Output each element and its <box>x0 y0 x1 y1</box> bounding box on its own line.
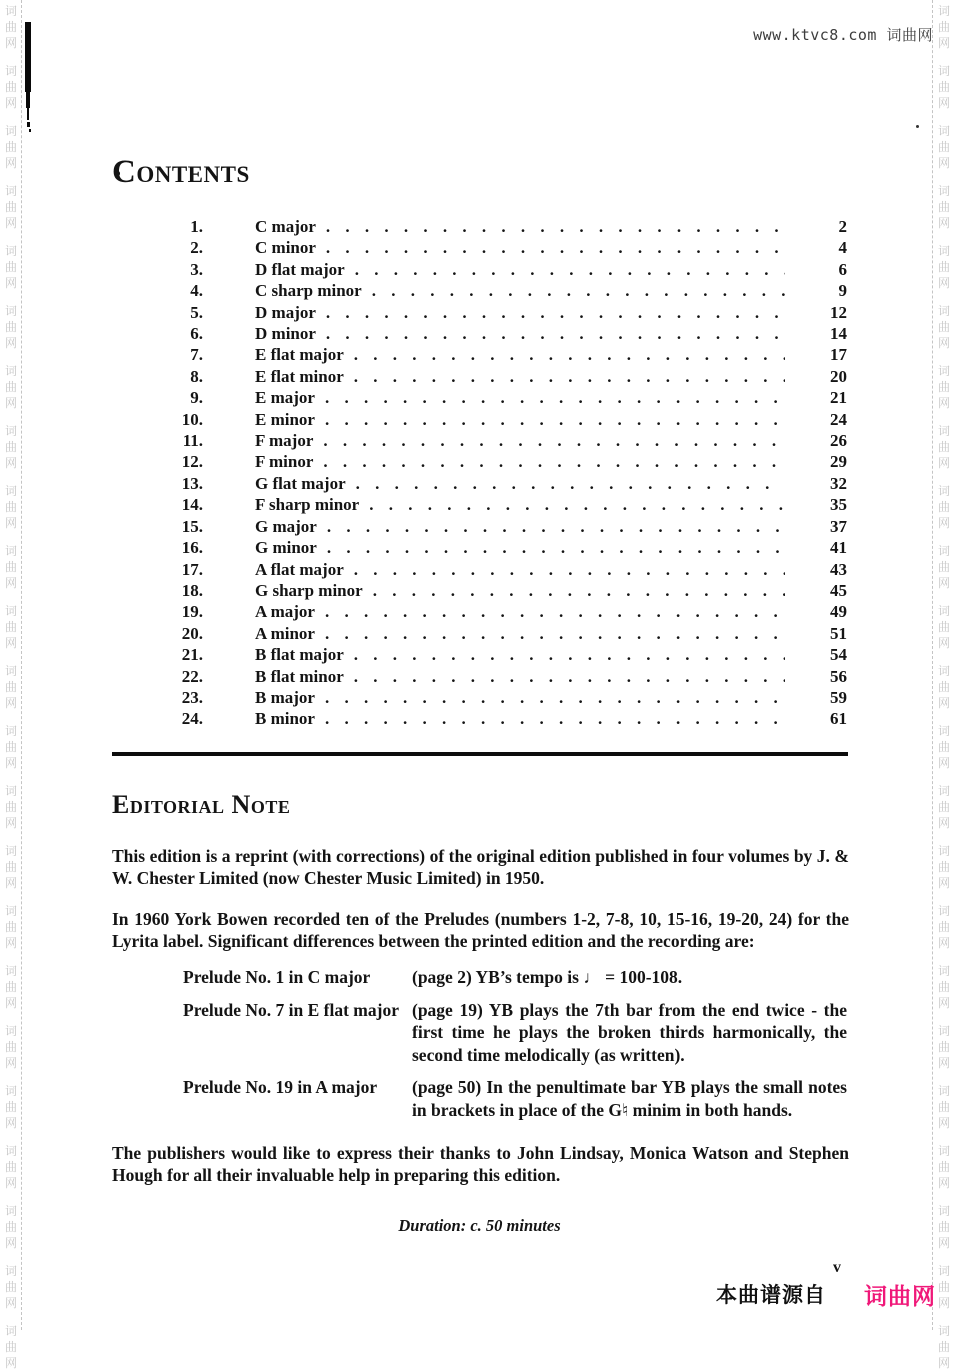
scan-speck <box>27 122 30 127</box>
toc-row <box>112 430 847 451</box>
watermark-char: 网 <box>937 816 950 830</box>
toc-entry-key: D minor <box>255 324 316 344</box>
watermark-char: 网 <box>937 276 950 290</box>
toc-entry-key: C minor <box>255 238 316 258</box>
watermark-char: 曲 <box>937 1100 950 1114</box>
left-dashed-watermark-line <box>21 0 22 1330</box>
toc-entry-key: E flat minor <box>255 366 344 386</box>
watermark-char: 曲 <box>937 680 950 694</box>
toc-entry-page: 43 <box>830 559 847 579</box>
watermark-char: 词 <box>937 64 950 78</box>
watermark-char: 曲 <box>4 260 17 274</box>
toc-entry-key: B minor <box>255 709 315 729</box>
toc-entry-page: 45 <box>830 580 847 600</box>
toc-entry-page: 26 <box>830 431 847 451</box>
watermark-char: 网 <box>937 396 950 410</box>
watermark-char: 词 <box>4 64 17 78</box>
toc-row <box>112 537 847 558</box>
toc-entry-key: A minor <box>255 623 315 643</box>
toc-entry-key: G sharp minor <box>255 580 363 600</box>
toc-entry-number: 11. <box>182 431 203 451</box>
watermark-char: 曲 <box>937 200 950 214</box>
watermark-char: 网 <box>937 996 950 1010</box>
toc-entry-key: G flat major <box>255 473 346 493</box>
watermark-char: 网 <box>937 1296 950 1310</box>
toc-entry-key: A flat major <box>255 559 344 579</box>
watermark-char: 曲 <box>937 380 950 394</box>
toc-entry-number: 3. <box>190 259 203 279</box>
toc-dot-leader <box>372 280 785 301</box>
watermark-char: 词 <box>937 1024 950 1038</box>
toc-row <box>112 237 847 258</box>
watermark-char: 词 <box>937 844 950 858</box>
scan-edge-mark <box>27 106 29 120</box>
contents-heading: Contents <box>112 154 250 190</box>
toc-entry-page: 49 <box>830 602 847 622</box>
watermark-char: 曲 <box>4 1280 17 1294</box>
toc-entry-page: 14 <box>830 324 847 344</box>
toc-entry-number: 10. <box>181 409 203 429</box>
watermark-char: 词 <box>937 604 950 618</box>
toc-entry-number: 22. <box>181 666 203 686</box>
watermark-char: 词 <box>4 424 17 438</box>
watermark-char: 网 <box>4 516 17 530</box>
toc-entry-page: 54 <box>830 645 847 665</box>
watermark-char: 曲 <box>937 860 950 874</box>
toc-row <box>112 473 847 494</box>
toc-entry-key: F major <box>255 431 314 451</box>
watermark-char: 曲 <box>4 440 17 454</box>
toc-entry-key: C sharp minor <box>255 281 362 301</box>
bottom-source-watermark: 本曲谱源自 <box>716 1283 826 1307</box>
watermark-char: 网 <box>4 456 17 470</box>
watermark-char: 词 <box>4 1204 17 1218</box>
toc-dot-leader <box>325 623 785 644</box>
website-watermark: www.ktvc8.com 词曲网 <box>753 26 933 44</box>
toc-entry-number: 19. <box>181 602 203 622</box>
watermark-char: 词 <box>4 4 17 18</box>
toc-row <box>112 216 847 237</box>
acknowledgements-paragraph: The publishers would like to express their thanks to John Lindsay, Monica Watson and Stephen Hough for all their invaluable help in preparing this edition. <box>112 1143 849 1185</box>
watermark-char: 曲 <box>4 200 17 214</box>
section-divider-rule <box>112 752 848 756</box>
watermark-char: 网 <box>4 696 17 710</box>
watermark-char: 网 <box>937 336 950 350</box>
watermark-char: 词 <box>937 964 950 978</box>
toc-entry-number: 2. <box>190 238 203 258</box>
watermark-char: 词 <box>937 1204 950 1218</box>
toc-dot-leader <box>323 451 785 472</box>
toc-entry-number: 1. <box>190 217 203 236</box>
prelude-note-row <box>112 999 849 1067</box>
toc-entry-number: 9. <box>190 388 203 408</box>
toc-entry-number: 7. <box>190 345 203 365</box>
prelude-description: (page 19) YB plays the 7th bar from the end twice - the first time he plays the broken thirds harmonically, the second time melodically (as written). <box>412 999 847 1065</box>
watermark-char: 网 <box>4 1056 17 1070</box>
toc-entry-page: 6 <box>838 259 847 279</box>
contents-list <box>112 216 847 730</box>
watermark-char: 曲 <box>937 260 950 274</box>
watermark-char: 曲 <box>4 560 17 574</box>
watermark-char: 曲 <box>4 1340 17 1354</box>
toc-row <box>112 516 847 537</box>
watermark-char: 网 <box>937 576 950 590</box>
toc-entry-page: 4 <box>838 238 847 258</box>
toc-entry-key: E flat major <box>255 345 344 365</box>
watermark-char: 网 <box>937 1356 950 1370</box>
toc-dot-leader <box>323 430 785 451</box>
watermark-char: 曲 <box>4 380 17 394</box>
watermark-char: 词 <box>937 544 950 558</box>
watermark-char: 曲 <box>4 800 17 814</box>
watermark-char: 曲 <box>4 920 17 934</box>
toc-row <box>112 559 847 580</box>
watermark-char: 曲 <box>4 1220 17 1234</box>
watermark-char: 网 <box>937 1176 950 1190</box>
watermark-char: 曲 <box>4 740 17 754</box>
toc-entry-page: 59 <box>830 687 847 707</box>
left-watermark-column <box>1 3 21 1371</box>
toc-entry-key: B flat minor <box>255 666 344 686</box>
toc-row <box>112 302 847 323</box>
prelude-description: (page 2) YB’s tempo is ♩ = 100-108. <box>412 967 683 987</box>
toc-entry-page: 41 <box>830 538 847 558</box>
watermark-char: 词 <box>4 664 17 678</box>
toc-entry-page: 21 <box>830 388 847 408</box>
watermark-char: 曲 <box>4 620 17 634</box>
prelude-notes-table <box>112 966 849 1121</box>
watermark-char: 词 <box>937 724 950 738</box>
toc-entry-number: 21. <box>181 645 203 665</box>
toc-row <box>112 687 847 708</box>
watermark-char: 网 <box>4 876 17 890</box>
watermark-char: 网 <box>4 1356 17 1370</box>
toc-dot-leader <box>325 687 785 708</box>
watermark-char: 词 <box>937 664 950 678</box>
watermark-char: 曲 <box>937 1340 950 1354</box>
prelude-name: Prelude No. 1 in C major <box>183 967 371 987</box>
toc-entry-page: 32 <box>830 473 847 493</box>
toc-entry-number: 15. <box>181 516 203 536</box>
watermark-char: 网 <box>4 996 17 1010</box>
bottom-brand-watermark: 词曲网 <box>864 1284 936 1310</box>
watermark-char: 曲 <box>4 680 17 694</box>
toc-row <box>112 366 847 387</box>
toc-entry-number: 16. <box>181 538 203 558</box>
watermark-char: 词 <box>4 484 17 498</box>
toc-entry-number: 13. <box>181 473 203 493</box>
toc-dot-leader <box>326 323 785 344</box>
toc-dot-leader <box>354 666 785 687</box>
toc-entry-key: B flat major <box>255 645 344 665</box>
toc-entry-page: 12 <box>830 302 847 322</box>
watermark-char: 曲 <box>4 860 17 874</box>
watermark-char: 词 <box>4 1324 17 1338</box>
watermark-char: 词 <box>937 364 950 378</box>
watermark-char: 词 <box>4 904 17 918</box>
toc-dot-leader <box>325 708 785 729</box>
toc-row <box>112 323 847 344</box>
editorial-note-heading: Editorial Note <box>112 790 291 819</box>
toc-row <box>112 623 847 644</box>
toc-entry-key: G minor <box>255 538 317 558</box>
watermark-char: 网 <box>937 696 950 710</box>
watermark-char: 词 <box>937 184 950 198</box>
watermark-char: 网 <box>937 636 950 650</box>
toc-entry-key: A major <box>255 602 315 622</box>
toc-entry-key: G major <box>255 516 317 536</box>
watermark-char: 词 <box>937 1144 950 1158</box>
watermark-char: 词 <box>4 1024 17 1038</box>
toc-entry-page: 24 <box>830 409 847 429</box>
toc-entry-number: 4. <box>190 281 203 301</box>
toc-row <box>112 644 847 665</box>
toc-entry-page: 35 <box>830 495 847 515</box>
watermark-char: 曲 <box>937 20 950 34</box>
watermark-char: 网 <box>937 1116 950 1130</box>
page-number: v <box>833 1259 841 1276</box>
watermark-char: 曲 <box>4 500 17 514</box>
watermark-char: 词 <box>4 304 17 318</box>
watermark-char: 网 <box>4 1116 17 1130</box>
toc-row <box>112 387 847 408</box>
watermark-char: 网 <box>937 876 950 890</box>
watermark-char: 网 <box>4 396 17 410</box>
watermark-char: 词 <box>937 904 950 918</box>
toc-entry-number: 20. <box>181 623 203 643</box>
prelude-name: Prelude No. 19 in A major <box>183 1077 378 1097</box>
toc-entry-number: 8. <box>190 366 203 386</box>
watermark-char: 曲 <box>937 920 950 934</box>
toc-row <box>112 708 847 729</box>
watermark-char: 曲 <box>4 20 17 34</box>
toc-row <box>112 280 847 301</box>
watermark-char: 网 <box>937 456 950 470</box>
toc-entry-key: F minor <box>255 452 314 472</box>
watermark-char: 网 <box>4 156 17 170</box>
watermark-char: 词 <box>4 964 17 978</box>
toc-dot-leader <box>354 344 785 365</box>
toc-dot-leader <box>356 473 785 494</box>
toc-entry-key: D flat major <box>255 259 345 279</box>
right-dashed-watermark-line <box>932 0 933 1330</box>
toc-entry-page: 9 <box>838 281 847 301</box>
prelude-name: Prelude No. 7 in E flat major <box>183 999 399 1020</box>
toc-entry-number: 18. <box>181 580 203 600</box>
watermark-char: 词 <box>937 124 950 138</box>
watermark-char: 曲 <box>4 980 17 994</box>
watermark-char: 网 <box>4 336 17 350</box>
watermark-char: 网 <box>4 816 17 830</box>
watermark-char: 网 <box>4 576 17 590</box>
watermark-char: 曲 <box>937 740 950 754</box>
toc-entry-number: 12. <box>181 452 203 472</box>
watermark-char: 曲 <box>937 980 950 994</box>
toc-entry-key: E minor <box>255 409 315 429</box>
scan-speck <box>916 125 919 128</box>
watermark-char: 曲 <box>937 1040 950 1054</box>
watermark-char: 曲 <box>937 620 950 634</box>
watermark-char: 词 <box>937 244 950 258</box>
watermark-char: 网 <box>4 1236 17 1250</box>
watermark-char: 网 <box>4 276 17 290</box>
scan-speck <box>29 129 31 132</box>
watermark-char: 词 <box>4 844 17 858</box>
scan-edge-mark <box>25 22 31 92</box>
toc-row <box>112 601 847 622</box>
toc-dot-leader <box>355 259 785 280</box>
watermark-char: 曲 <box>937 440 950 454</box>
watermark-char: 曲 <box>937 1160 950 1174</box>
toc-entry-number: 17. <box>181 559 203 579</box>
watermark-char: 词 <box>937 784 950 798</box>
toc-dot-leader <box>325 409 785 430</box>
prelude-note-row <box>112 966 849 989</box>
right-watermark-column <box>934 3 954 1371</box>
toc-dot-leader <box>373 580 785 601</box>
toc-dot-leader <box>325 387 785 408</box>
toc-entry-page: 56 <box>830 666 847 686</box>
editorial-paragraph-1: This edition is a reprint (with corrections) of the original edition published in four volumes by J. & W. Chester Limited (now Chester Music Limited) in 1950. <box>112 846 849 888</box>
toc-dot-leader <box>369 494 785 515</box>
toc-entry-key: E major <box>255 388 315 408</box>
watermark-char: 网 <box>4 636 17 650</box>
watermark-char: 词 <box>4 544 17 558</box>
watermark-char: 网 <box>4 936 17 950</box>
watermark-char: 曲 <box>4 1100 17 1114</box>
toc-entry-page: 20 <box>830 366 847 386</box>
watermark-char: 网 <box>4 96 17 110</box>
toc-entry-page: 61 <box>830 709 847 729</box>
toc-dot-leader <box>354 559 785 580</box>
editorial-paragraph-2: In 1960 York Bowen recorded ten of the Preludes (numbers 1-2, 7-8, 10, 15-16, 19-20, 24) for the Lyrita label. Significant differences between the printed edition and the recording are: <box>112 909 849 951</box>
watermark-char: 词 <box>937 484 950 498</box>
watermark-char: 曲 <box>4 1040 17 1054</box>
watermark-char: 网 <box>937 936 950 950</box>
toc-entry-number: 14. <box>181 495 203 515</box>
duration-note: Duration: c. 50 minutes <box>398 1216 561 1235</box>
watermark-char: 曲 <box>4 80 17 94</box>
watermark-char: 网 <box>937 96 950 110</box>
watermark-char: 词 <box>937 4 950 18</box>
toc-row <box>112 259 847 280</box>
watermark-char: 词 <box>937 1324 950 1338</box>
toc-entry-number: 23. <box>181 687 203 707</box>
watermark-char: 曲 <box>937 1220 950 1234</box>
toc-entry-number: 6. <box>190 324 203 344</box>
watermark-char: 曲 <box>937 1280 950 1294</box>
watermark-char: 曲 <box>4 140 17 154</box>
watermark-char: 网 <box>937 36 950 50</box>
toc-entry-key: C major <box>255 217 316 236</box>
watermark-char: 曲 <box>4 320 17 334</box>
watermark-char: 网 <box>4 36 17 50</box>
watermark-char: 曲 <box>937 800 950 814</box>
watermark-char: 曲 <box>4 1160 17 1174</box>
prelude-note-row <box>112 1076 849 1121</box>
toc-dot-leader <box>326 302 785 323</box>
toc-row <box>112 409 847 430</box>
toc-dot-leader <box>326 216 785 237</box>
watermark-char: 曲 <box>937 560 950 574</box>
toc-dot-leader <box>327 537 785 558</box>
watermark-char: 词 <box>937 424 950 438</box>
toc-entry-page: 29 <box>830 452 847 472</box>
watermark-char: 词 <box>4 1264 17 1278</box>
watermark-char: 曲 <box>937 140 950 154</box>
watermark-char: 曲 <box>937 80 950 94</box>
toc-entry-number: 5. <box>190 302 203 322</box>
watermark-char: 网 <box>4 216 17 230</box>
watermark-char: 词 <box>937 1264 950 1278</box>
toc-entry-number: 24. <box>181 709 203 729</box>
toc-dot-leader <box>327 516 785 537</box>
toc-entry-page: 2 <box>838 217 847 236</box>
watermark-char: 曲 <box>937 500 950 514</box>
toc-dot-leader <box>325 601 785 622</box>
watermark-char: 网 <box>937 1236 950 1250</box>
toc-entry-key: B major <box>255 687 315 707</box>
toc-row <box>112 494 847 515</box>
watermark-char: 词 <box>4 784 17 798</box>
toc-row <box>112 666 847 687</box>
watermark-char: 网 <box>937 1056 950 1070</box>
watermark-char: 词 <box>937 1084 950 1098</box>
toc-row <box>112 580 847 601</box>
watermark-char: 网 <box>937 216 950 230</box>
toc-entry-page: 37 <box>830 516 847 536</box>
toc-entry-page: 51 <box>830 623 847 643</box>
watermark-char: 网 <box>4 1296 17 1310</box>
watermark-char: 网 <box>4 756 17 770</box>
watermark-char: 词 <box>4 1084 17 1098</box>
toc-row <box>112 344 847 365</box>
watermark-char: 词 <box>937 304 950 318</box>
watermark-char: 词 <box>4 1144 17 1158</box>
toc-row <box>112 451 847 472</box>
watermark-char: 词 <box>4 184 17 198</box>
watermark-char: 网 <box>937 756 950 770</box>
toc-dot-leader <box>354 644 785 665</box>
watermark-char: 词 <box>4 244 17 258</box>
toc-dot-leader <box>354 366 785 387</box>
toc-entry-key: D major <box>255 302 316 322</box>
watermark-char: 网 <box>937 156 950 170</box>
toc-dot-leader <box>326 237 785 258</box>
toc-entry-key: F sharp minor <box>255 495 360 515</box>
watermark-char: 曲 <box>937 320 950 334</box>
watermark-char: 词 <box>4 364 17 378</box>
watermark-char: 词 <box>4 124 17 138</box>
watermark-char: 网 <box>4 1176 17 1190</box>
toc-entry-page: 17 <box>830 345 847 365</box>
watermark-char: 词 <box>4 724 17 738</box>
watermark-char: 词 <box>4 604 17 618</box>
watermark-char: 网 <box>937 516 950 530</box>
prelude-description: (page 50) In the penultimate bar YB plays the small notes in brackets in place of the G♮ minim in both hands. <box>412 1077 847 1120</box>
